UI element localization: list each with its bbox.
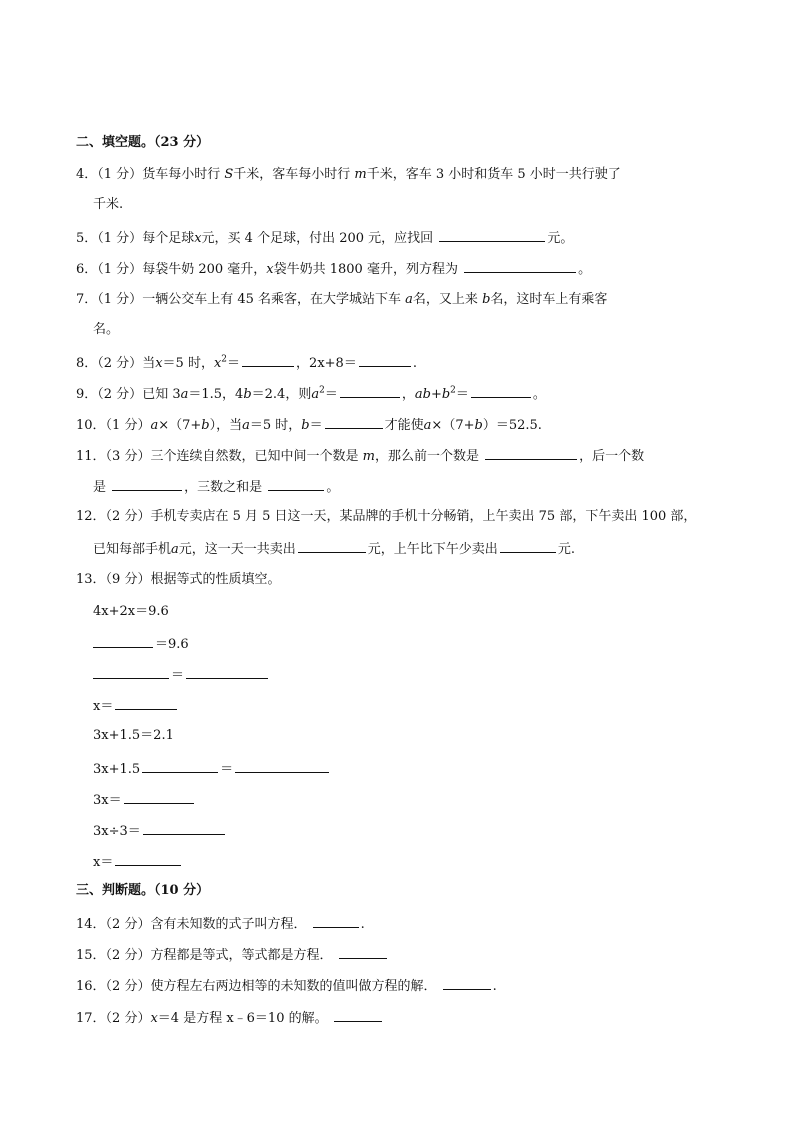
q13-step-1: 4x+2x＝9.6 <box>93 604 169 619</box>
answer-blank[interactable] <box>186 666 268 679</box>
section3-title: 三、判断题。（10 分） <box>76 883 210 898</box>
question-9: 9．（2 分）已知 3a＝1.5，4b＝2.4，则$a^2=$ ，$ab+b^2=$ 。 <box>76 385 546 402</box>
question-16: 16．（2 分）使方程左右两边相等的未知数的值叫做方程的解． . <box>76 979 497 994</box>
answer-blank[interactable] <box>339 946 387 959</box>
question-8: 8．（2 分）当x＝5 时，$x^2=$ ，2x+8＝ . <box>76 354 417 371</box>
answer-blank[interactable] <box>298 540 366 553</box>
answer-blank[interactable] <box>500 540 556 553</box>
answer-blank[interactable] <box>471 385 531 398</box>
question-11: 11．（3 分）三个连续自然数，已知中间一个数是 m，那么前一个数是 ，后一个数 <box>76 449 645 464</box>
question-7: 7．（1 分）一辆公交车上有 45 名乘客，在大学城站下车 a名，又上来 b名，这时车上有乘客 <box>76 292 608 307</box>
answer-blank[interactable] <box>313 915 359 928</box>
answer-blank[interactable] <box>485 447 577 460</box>
answer-blank[interactable] <box>124 791 194 804</box>
q13-step-9: x＝ <box>93 853 183 871</box>
answer-blank[interactable] <box>443 977 491 990</box>
answer-blank[interactable] <box>359 354 411 367</box>
answer-blank[interactable] <box>464 260 576 273</box>
q13-step-4: x＝ <box>93 697 179 715</box>
answer-blank[interactable] <box>112 478 182 491</box>
question-6: 6．（1 分）每袋牛奶 200 毫升，x袋牛奶共 1800 毫升，列方程为 。 <box>76 262 592 277</box>
answer-blank[interactable] <box>340 385 400 398</box>
answer-blank[interactable] <box>143 822 225 835</box>
question-11-cont: 是 ，三数之和是 。 <box>93 480 340 495</box>
question-17: 17．（2 分）x＝4 是方程 x﹣6＝10 的解。 <box>76 1009 384 1027</box>
section2-title: 二、填空题。（23 分） <box>76 135 210 150</box>
q13-step-2: ＝9.6 <box>93 635 189 653</box>
answer-blank[interactable] <box>242 354 294 367</box>
question-13: 13．（9 分）根据等式的性质填空。 <box>76 572 281 587</box>
answer-blank[interactable] <box>439 229 545 242</box>
question-14: 14．（2 分）含有未知数的式子叫方程． . <box>76 917 365 932</box>
q13-step-8: 3x÷3＝ <box>93 822 227 840</box>
q13-step-5: 3x+1.5＝2.1 <box>93 728 174 743</box>
answer-blank[interactable] <box>115 853 181 866</box>
answer-blank[interactable] <box>235 760 329 773</box>
answer-blank[interactable] <box>93 666 169 679</box>
question-4-cont: 千米. <box>93 197 124 212</box>
q13-step-7: 3x＝ <box>93 791 196 809</box>
answer-blank[interactable] <box>115 697 177 710</box>
answer-blank[interactable] <box>93 635 153 648</box>
question-4: 4．（1 分）货车每小时行 S千米，客车每小时行 m千米，客车 3 小时和货车 5 小时一共行驶了 <box>76 167 621 182</box>
q13-step-3: ＝ <box>93 666 270 684</box>
answer-blank[interactable] <box>142 760 218 773</box>
question-10: 10．（1 分）a×（7+b），当a＝5 时，b＝ 才能使a×（7+b）＝52.5. <box>76 418 542 433</box>
q13-step-6: 3x+1.5 ＝ <box>93 760 331 778</box>
question-7-cont: 名。 <box>93 322 120 337</box>
question-5: 5．（1 分）每个足球x元，买 4 个足球，付出 200 元，应找回 元。 <box>76 231 574 246</box>
answer-blank[interactable] <box>325 416 383 429</box>
question-12-cont: 已知每部手机a元，这一天一共卖出 元，上午比下午少卖出 元. <box>93 542 575 557</box>
answer-blank[interactable] <box>334 1009 382 1022</box>
question-15: 15．（2 分）方程都是等式，等式都是方程． <box>76 946 389 964</box>
answer-blank[interactable] <box>268 478 324 491</box>
question-12: 12．（2 分）手机专卖店在 5 月 5 日这一天，某品牌的手机十分畅销，上午卖出 75 部，下午卖出 100 部， <box>76 509 697 524</box>
